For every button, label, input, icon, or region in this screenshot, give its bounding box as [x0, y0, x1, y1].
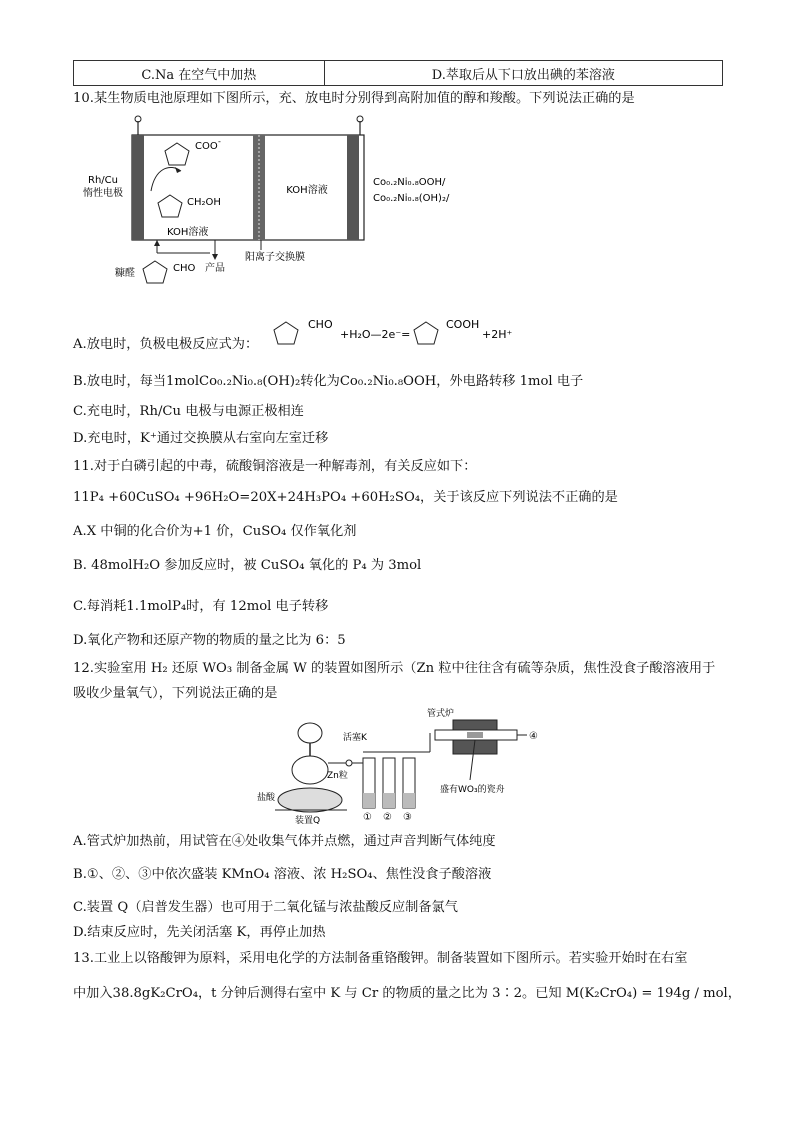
valve-label: 活塞K	[343, 733, 367, 743]
q12-option-d: D.结束反应时，先关闭活塞 K，再停止加热	[73, 925, 326, 940]
option-d-cell: D.萃取后从下口放出碘的苯溶液	[324, 61, 722, 86]
membrane-label: 阳离子交换膜	[245, 252, 305, 263]
table-row	[74, 61, 723, 86]
left-electrode-label-2: 惰性电极	[83, 188, 123, 199]
furfural-label: 糠醛	[115, 268, 135, 279]
boat-label: 盛有WO₃的瓷舟	[440, 785, 505, 795]
right-electrode-label-2: Co₀.₂Ni₀.₈(OH)₂/	[373, 193, 450, 204]
device-q-label: 装置Q	[295, 816, 321, 826]
left-electrode-label: Rh/Cu	[88, 175, 118, 186]
hcl-label: 盐酸	[257, 793, 276, 803]
option-c-cell: C.Na 在空气中加热	[74, 61, 325, 86]
q10-stem: 10.某生物质电池原理如下图所示，充、放电时分别得到高附加值的醇和羧酸。下列说法正确的是	[73, 91, 635, 106]
q13-stem-1: 13.工业上以铬酸钾为原料，采用电化学的方法制备重铬酸钾。制备装置如下图所示。若实验开始时在右室	[73, 951, 688, 966]
q12-stem-2: 吸收少量氧气），下列说法正确的是	[73, 686, 278, 701]
q10-option-a-prefix: A.放电时，负极电极反应式为：	[73, 337, 259, 352]
q11-option-a: A.X 中铜的化合价为+1 价，CuSO₄ 仅作氧化剂	[73, 524, 357, 539]
bottle-1-label: ①	[363, 812, 372, 823]
q12-stem-1: 12.实验室用 H₂ 还原 WO₃ 制备金属 W 的装置如图所示（Zn 粒中往往含有硫等杂质，焦性没食子酸溶液用于	[73, 661, 716, 676]
furnace-label: 管式炉	[427, 709, 455, 719]
q11-option-c: C.每消耗1.1molP₄时，有 12mol 电子转移	[73, 599, 329, 614]
outlet-4-label: ④	[529, 731, 538, 742]
q11-option-b: B. 48molH₂O 参加反应时，被 CuSO₄ 氧化的 P₄ 为 3mol	[73, 558, 422, 573]
q11-equation: 11P₄ +60CuSO₄ +96H₂O=20X+24H₃PO₄ +60H₂SO₄，关于该反应下列说法不正确的是	[73, 490, 618, 505]
q12-apparatus-diagram	[255, 708, 545, 826]
cho-label: CHO	[173, 263, 196, 274]
zn-label: Zn粒	[327, 771, 348, 781]
bottle-2-label: ②	[383, 812, 392, 823]
left-electrode	[132, 135, 144, 240]
coo-label: COO	[195, 141, 218, 152]
right-electrode	[347, 135, 359, 240]
right-electrode-label-1: Co₀.₂Ni₀.₈OOH/	[373, 177, 446, 188]
option-a-end: +2H⁺	[482, 328, 513, 341]
q11-stem: 11.对于白磷引起的中毒，硫酸铜溶液是一种解毒剂，有关反应如下：	[73, 459, 477, 474]
product-label: 产品	[205, 263, 225, 274]
q13-stem-2: 中加入38.8gK₂CrO₄，t 分钟后测得右室中 K 与 Cr 的物质的量之比为 3∶2。已知 M(K₂CrO₄) = 194g / mol，	[73, 986, 741, 1001]
option-a-cooh: COOH	[446, 318, 480, 331]
left-solution-label: KOH溶液	[167, 227, 209, 238]
q12-option-a: A.管式炉加热前，用试管在④处收集气体并点燃，通过声音判断气体纯度	[73, 834, 496, 849]
q11-option-d: D.氧化产物和还原产物的物质的量之比为 6：5	[73, 633, 346, 648]
q10-option-c: C.充电时，Rh/Cu 电极与电源正极相连	[73, 404, 304, 419]
option-a-cho: CHO	[308, 318, 333, 331]
bottle-3-label: ③	[403, 812, 412, 823]
q10-option-b: B.放电时，每当1molCo₀.₂Ni₀.₈(OH)₂转化为Co₀.₂Ni₀.₈OOH，外电路转移 1mol 电子	[73, 374, 584, 389]
q12-option-b: B.①、②、③中依次盛装 KMnO₄ 溶液、浓 H₂SO₄、焦性没食子酸溶液	[73, 867, 492, 882]
ch2oh-label: CH₂OH	[187, 197, 221, 208]
coo-charge: -	[218, 137, 221, 146]
right-solution-label: KOH溶液	[286, 185, 328, 196]
q10-option-a-equation	[268, 316, 528, 352]
q12-option-c: C.装置 Q（启普发生器）也可用于二氧化锰与浓盐酸反应制备氯气	[73, 900, 458, 915]
q10-option-d: D.充电时，K⁺通过交换膜从右室向左室迁移	[73, 431, 329, 446]
q10-battery-diagram	[75, 113, 495, 288]
options-table	[73, 60, 723, 86]
option-a-mid: +H₂O—2e⁻=	[340, 328, 411, 341]
